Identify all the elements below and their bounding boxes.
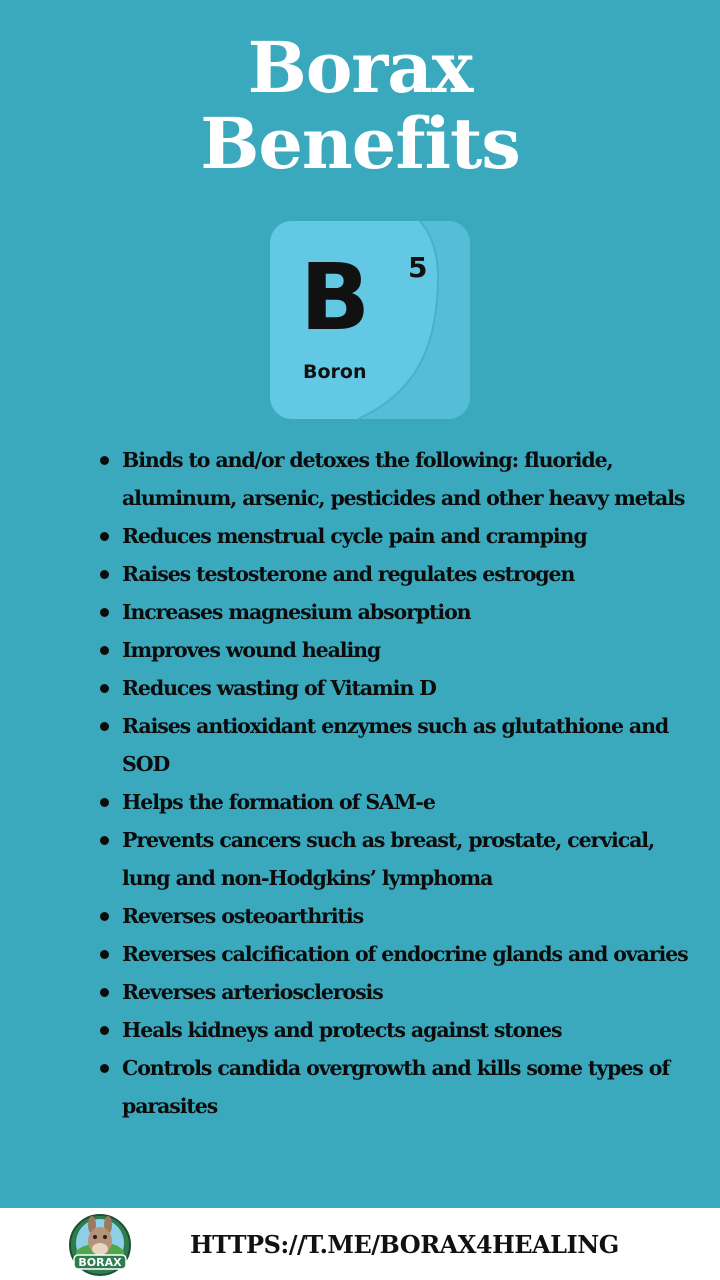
borax-logo-icon	[68, 1213, 132, 1277]
list-item: Reverses osteoarthritis	[100, 897, 700, 935]
telegram-link[interactable]: HTTPS://T.ME/BORAX4HEALING	[190, 1229, 619, 1259]
list-item: Reduces wasting of Vitamin D	[100, 669, 700, 707]
list-item: Improves wound healing	[100, 631, 700, 669]
title-line-2: Benefits	[200, 102, 520, 185]
list-item: Binds to and/or detoxes the following: fluoride, aluminum, arsenic, pesticides and other heavy metals	[100, 441, 700, 517]
periodic-element-tile	[270, 221, 470, 419]
list-item: Increases magnesium absorption	[100, 593, 700, 631]
page-title	[0, 26, 720, 185]
list-item: Reverses calcification of endocrine glands and ovaries	[100, 935, 700, 973]
list-item: Helps the formation of SAM-e	[100, 783, 700, 821]
list-item: Raises antioxidant enzymes such as glutathione and SOD	[100, 707, 700, 783]
list-item: Reduces menstrual cycle pain and cramping	[100, 517, 700, 555]
list-item: Controls candida overgrowth and kills some types of parasites	[100, 1049, 700, 1125]
element-name: Boron	[303, 361, 367, 383]
logo-text: BORAX	[78, 1256, 122, 1269]
atomic-number: 5	[408, 251, 428, 284]
element-symbol: B	[300, 244, 371, 351]
list-item: Reverses arteriosclerosis	[100, 973, 700, 1011]
footer-bar	[0, 1208, 720, 1280]
benefits-list	[100, 441, 700, 1125]
list-item: Raises testosterone and regulates estrogen	[100, 555, 700, 593]
list-item: Prevents cancers such as breast, prostate, cervical, lung and non-Hodgkins’ lymphoma	[100, 821, 700, 897]
list-item: Heals kidneys and protects against stones	[100, 1011, 700, 1049]
title-line-1: Borax	[247, 26, 473, 109]
